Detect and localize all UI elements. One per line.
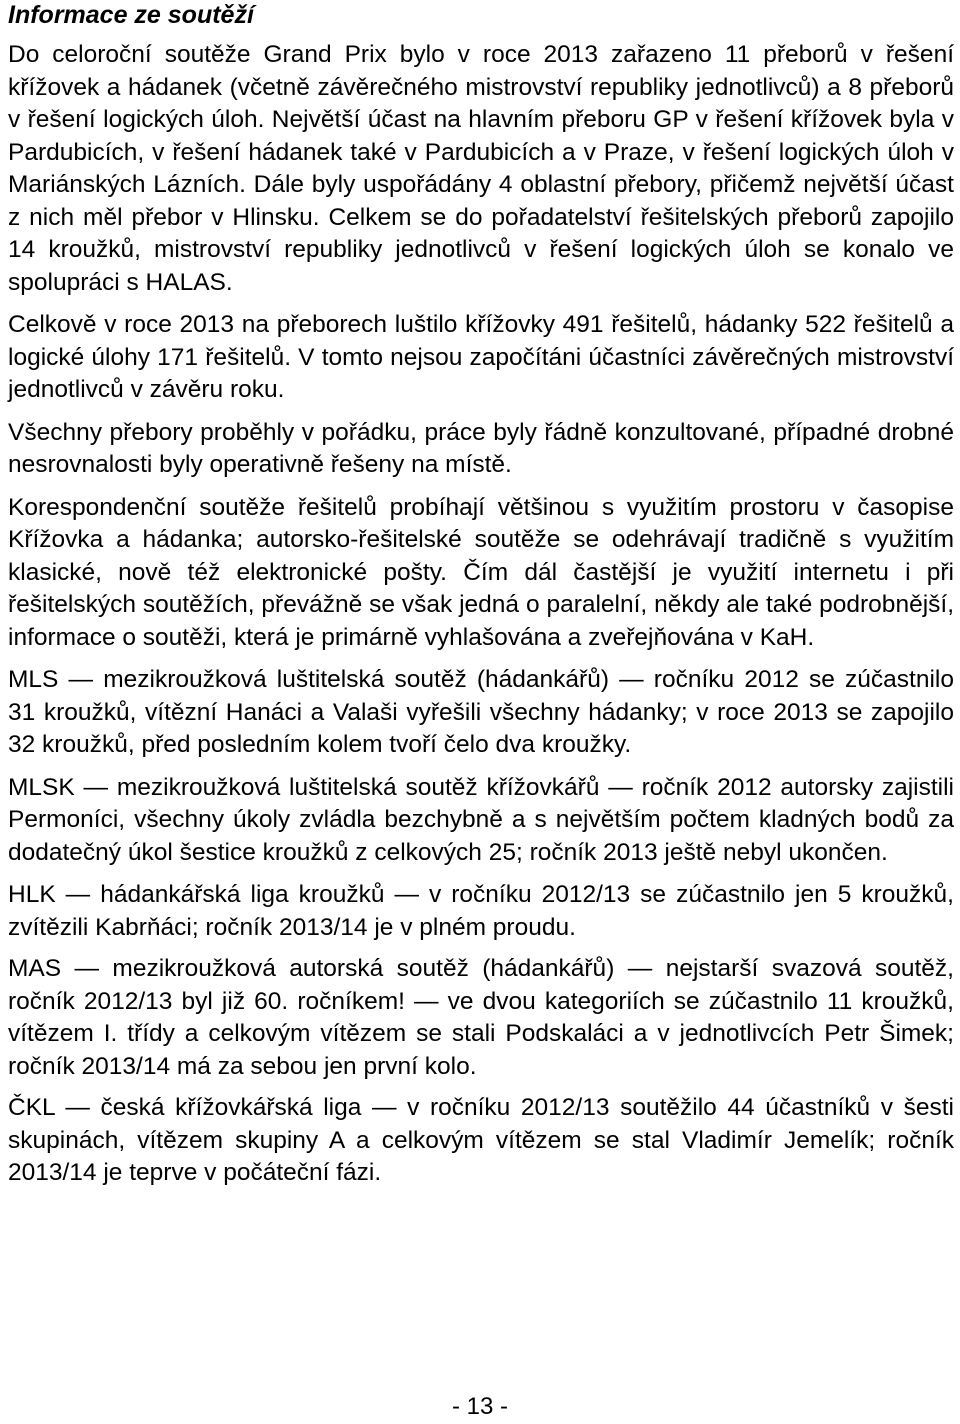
paragraph-mls: MLS — mezikroužková luštitelská soutěž (hádankářů) — ročníku 2012 se zúčastnilo 31 kroužků, vítězní Hanáci a Valaši vyřešili všechny hádanky; v roce 2013 se zapojilo 32 kroužků, před posledním kolem tvoří čelo dva kroužky. — [8, 666, 954, 758]
paragraph-hlk: HLK — hádankářská liga kroužků — v ročníku 2012/13 se zúčastnilo jen 5 kroužků, zvítězili Kabrňáci; ročník 2013/14 je v plném proudu. — [8, 881, 954, 941]
paragraph-participation-totals: Celkově v roce 2013 na přeborech luštilo křížovky 491 řešitelů, hádanky 522 řešitelů a logické úlohy 171 řešitelů. V tomto nejsou započítáni účastníci závěrečných mistrovství jednotlivců v závěru roku. — [8, 311, 954, 403]
paragraph-ckl: ČKL — česká křížovkářská liga — v ročníku 2012/13 soutěžilo 44 účastníků v šesti skupinách, vítězem skupiny A a celkovým vítězem se stal Vladimír Jemelík; ročník 2013/14 je teprve v počáteční fázi. — [8, 1094, 954, 1186]
paragraph-grand-prix: Do celoroční soutěže Grand Prix bylo v roce 2013 zařazeno 11 přeborů v řešení křížovek a hádanek (včetně závěrečného mistrovství republiky jednotlivců) a 8 přeborů v řešení logických úloh. Největší účast na hlavním přeboru GP v řešení křížovek byla v Pardubicích, v řešení hádanek také v Pardubicích a v Praze, v řešení logických úloh v Mariánských Lázních. Dále byly uspořádány 4 oblastní přebory, přičemž největší účast z nich měl přebor v Hlinsku. Celkem se do pořadatelství řešitelských přeborů zapojilo 14 kroužků, mistrovství republiky jednotlivců v řešení logických úloh se konalo ve spolupráci s HALAS. — [8, 41, 954, 296]
section-heading: Informace ze soutěží — [8, 1, 254, 29]
paragraph-mas: MAS — mezikroužková autorská soutěž (hádankářů) — nejstarší svazová soutěž, ročník 2012/13 byl již 60. ročníkem! — ve dvou kategoriích se zúčastnilo 11 kroužků, vítězem I. třídy a celkovým vítězem se stali Podskaláci a v jednotlivcích Petr Šimek; ročník 2013/14 má za sebou jen první kolo. — [8, 955, 954, 1080]
paragraph-correspondence-contests: Korespondenční soutěže řešitelů probíhají většinou s využitím prostoru v časopise Křížovka a hádanka; autorsko-řešitelské soutěže se odehrávají tradičně s využitím klasické, nově též elektronické pošty. Čím dál častější je využití internetu i při řešitelských soutěžích, převážně se však jedná o paralelní, někdy ale také podrobnější, informace o soutěži, která je primárně vyhlašována a zveřejňována v KaH. — [8, 493, 954, 651]
paragraph-championships-status: Všechny přebory proběhly v pořádku, práce byly řádně konzultované, případné drobné nesrovnalosti byly operativně řešeny na místě. — [8, 418, 954, 478]
page-number: - 13 - — [451, 1393, 508, 1420]
document-page — [8, 0, 954, 1200]
paragraph-mlsk: MLSK — mezikroužková luštitelská soutěž křížovkářů — ročník 2012 autorsky zajistili Permoníci, všechny úkoly zvládla bezchybně a s největším počtem kladných bodů za dodatečný úkol šestice kroužků z celkových 25; ročník 2013 ještě nebyl ukončen. — [8, 773, 954, 866]
